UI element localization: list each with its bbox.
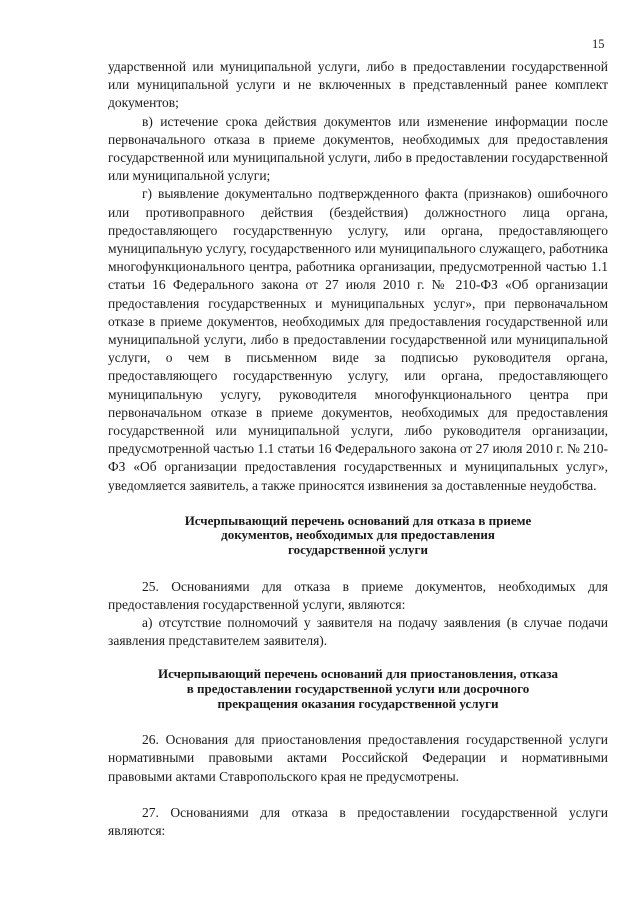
paragraph-27: 27. Основаниями для отказа в предоставлении государственной услуги являются: bbox=[108, 804, 608, 839]
document-body bbox=[108, 58, 608, 840]
heading-line: документов, необходимых для предоставления bbox=[221, 527, 495, 543]
paragraph-26: 26. Основания для приостановления предоставления государственной услуги нормативными правовыми актами Российской Федерации и нормативными правовыми актами Ставропольского края не предусмотрены. bbox=[108, 732, 608, 784]
heading-line: государственной услуги bbox=[288, 542, 428, 558]
paragraph-item-g: г) выявление документально подтвержденного факта (признаков) ошибочного или противоправного действия (бездействия) должностного лица органа, предоставляющего государственную услугу, или органа, предоставляющего муниципальную услугу, государственного или муниципального служащего, работника многофункционального центра, работника организации, предусмотренной частью 1.1 статьи 16 Федерального закона от 27 июля 2010 г. № 210-ФЗ «Об организации предоставления государственных и муниципальных услуг», при первоначальном отказе в приеме документов, необходимых для предоставления государственной или муниципальной услуги, либо в предоставлении государственной или муниципальной услуги, о чем в письменном виде за подписью руководителя органа, предоставляющего государственную услугу, или органа, предоставляющего муниципальную услугу, руководителя многофункционального центра при первоначальном отказе в приеме документов, необходимых для предоставления государственной или муниципальной услуги, либо руководителя организации, предусмотренной частью 1.1 статьи 16 Федерального закона от 27 июля 2010 г. № 210-ФЗ «Об организации предоставления государственных и муниципальных услуг», уведомляется заявитель, а также приносятся извинения за доставленные неудобства. bbox=[108, 186, 608, 493]
page-number: 15 bbox=[592, 37, 605, 51]
paragraph-25-item-a: а) отсутствие полномочий у заявителя на подачу заявления (в случае подачи заявления представителем заявителя). bbox=[108, 615, 608, 649]
heading-line: Исчерпывающий перечень оснований для отказа в приеме bbox=[184, 512, 532, 528]
heading-line: в предоставлении государственной услуги или досрочного bbox=[186, 681, 530, 697]
heading-line: прекращения оказания государственной услуги bbox=[217, 695, 499, 711]
paragraph-continuation: ударственной или муниципальной услуги, либо в предоставлении государственной или муниципальной услуги и не включенных в представленный ранее комплект документов; bbox=[108, 59, 608, 111]
heading-line: Исчерпывающий перечень оснований для приостановления, отказа bbox=[157, 666, 559, 682]
paragraph-item-v: в) истечение срока действия документов или изменение информации после первоначального отказа в приеме документов, необходимых для предоставления государственной или муниципальной услуги, либо в предоставлении государственной или муниципальной услуги; bbox=[108, 113, 608, 184]
section-heading-suspension-refusal bbox=[108, 667, 608, 711]
section-heading-refusal-reception bbox=[108, 514, 608, 558]
paragraph-25: 25. Основаниями для отказа в приеме документов, необходимых для предоставления государственной услуги, являются: bbox=[108, 578, 608, 612]
